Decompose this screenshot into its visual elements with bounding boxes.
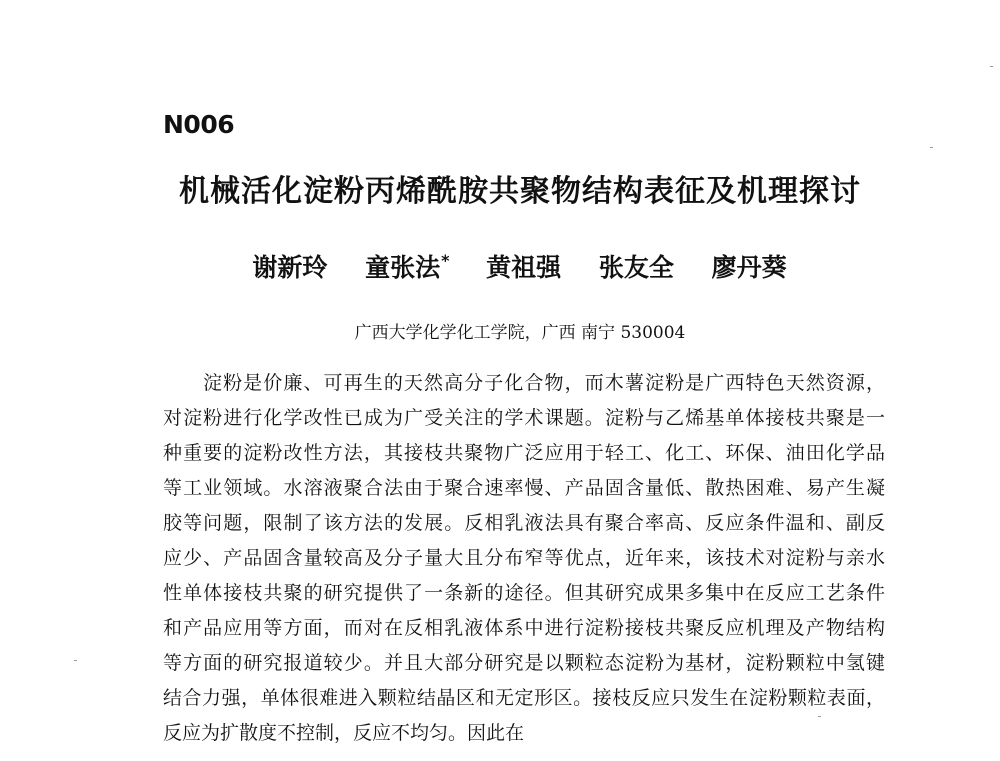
author <box>599 248 675 284</box>
body-line: 性单体接枝共聚的研究提供了一条新的途径。但其研究成果多集中在反应工艺条件 <box>163 582 885 604</box>
body-line: 等工业领域。水溶液聚合法由于聚合速率慢、产品固含量低、散热困难、易产生凝 <box>163 477 885 499</box>
author-name: 廖丹葵 <box>711 253 787 282</box>
author-name: 童张法 <box>365 253 441 282</box>
author <box>486 248 562 284</box>
author-list <box>150 248 890 284</box>
body-line: 反应为扩散度不控制，反应不均匀。因此在 <box>163 722 525 744</box>
body-line: 对淀粉进行化学改性已成为广受关注的学术课题。淀粉与乙烯基单体接枝共聚是一 <box>163 407 885 429</box>
body-line: 等方面的研究报道较少。并且大部分研究是以颗粒态淀粉为基材，淀粉颗粒中氢键 <box>163 652 885 674</box>
scan-speck <box>818 716 821 717</box>
author-name: 张友全 <box>598 253 674 282</box>
author <box>712 248 788 284</box>
corresponding-author-mark: * <box>441 251 450 270</box>
author-name: 谢新玲 <box>252 253 328 282</box>
body-line: 胶等问题，限制了该方法的发展。反相乳液法具有聚合率高、反应条件温和、副反 <box>163 512 885 534</box>
author-affiliation: 广西大学化学化工学院，广西 南宁 530004 <box>354 323 686 343</box>
body-line: 种重要的淀粉改性方法，其接枝共聚物广泛应用于轻工、化工、环保、油田化学品 <box>163 442 885 464</box>
author-name: 黄祖强 <box>486 253 562 282</box>
author <box>252 248 328 284</box>
scan-speck <box>930 147 933 148</box>
scan-speck <box>74 660 77 661</box>
author <box>365 248 449 284</box>
paper-id: N006 <box>163 110 235 139</box>
paper-title: 机械活化淀粉丙烯酰胺共聚物结构表征及机理探讨 <box>179 174 861 209</box>
abstract-body <box>163 366 885 751</box>
body-line: 结合力强，单体很难进入颗粒结晶区和无定形区。接枝反应只发生在淀粉颗粒表面， <box>163 687 885 709</box>
scan-speck <box>990 66 993 67</box>
body-line: 淀粉是价廉、可再生的天然高分子化合物，而木薯淀粉是广西特色天然资源， <box>203 372 885 394</box>
body-line: 和产品应用等方面，而对在反相乳液体系中进行淀粉接枝共聚反应机理及产物结构 <box>163 617 885 639</box>
body-line: 应少、产品固含量较高及分子量大且分布窄等优点，近年来，该技术对淀粉与亲水 <box>163 547 885 569</box>
